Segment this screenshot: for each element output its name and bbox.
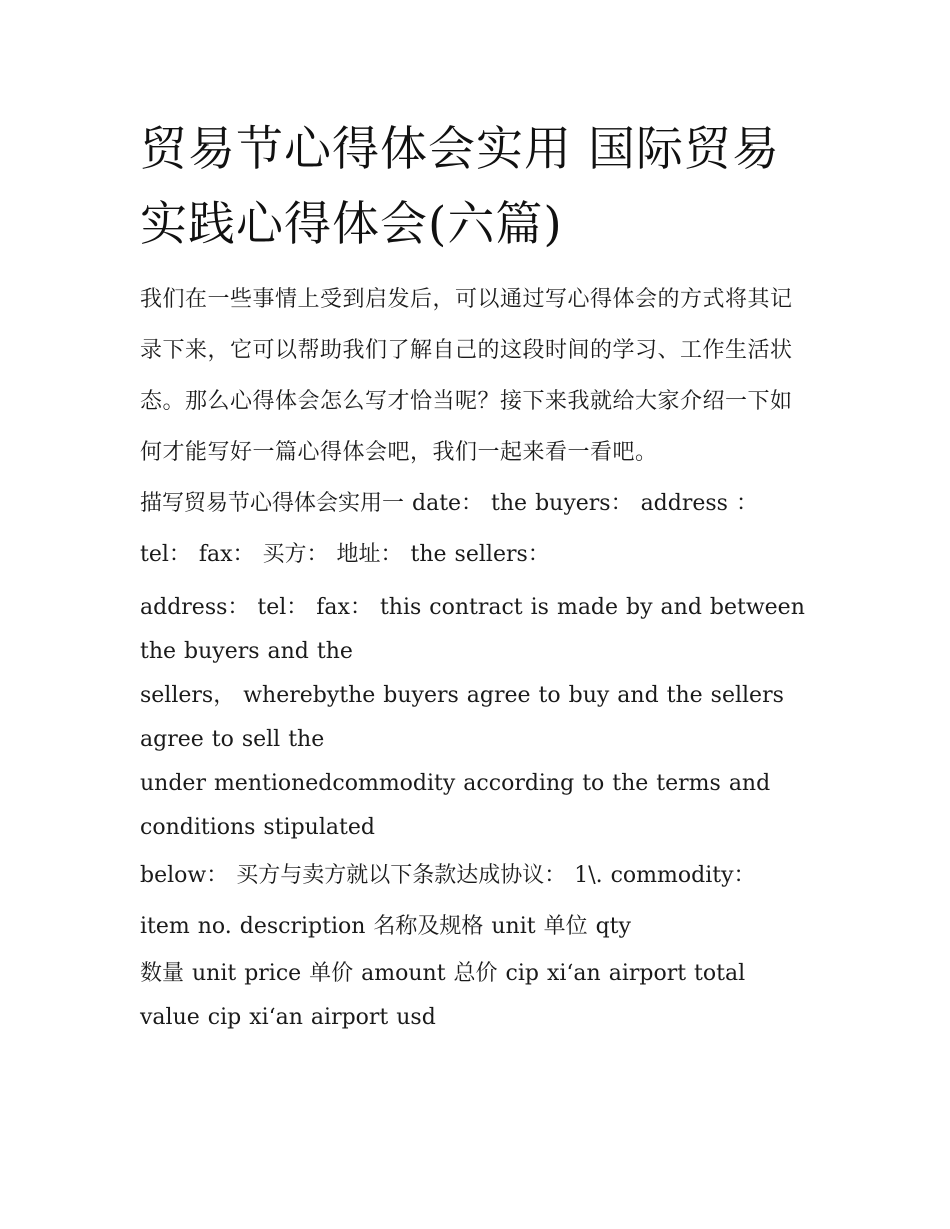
- document-page: [140, 112, 812, 1040]
- commodity-line: below： 买方与卖方就以下条款达成协议： 1\. commodity：: [140, 863, 756, 888]
- terms-line: under mentionedcommodity according to the terms and conditions stipulated: [140, 771, 771, 840]
- agreement-line: sellers， wherebythe buyers agree to buy and the sellers agree to sell the: [140, 683, 784, 752]
- seller-contact-line: address： tel： fax： this contract is made by and between the buyers and the: [140, 595, 805, 664]
- document-title: 贸易节心得体会实用 国际贸易实践心得体会(六篇): [140, 122, 780, 252]
- intro-paragraph: 我们在一些事情上受到启发后，可以通过写心得体会的方式将其记录下来，它可以帮助我们了解自己的这段时间的学习、工作生活状态。那么心得体会怎么写才恰当呢？接下来我就给大家介绍一下如何才能写好一篇心得体会吧，我们一起来看一看吧。: [140, 287, 793, 465]
- price-columns-line: 数量 unit price 单价 amount 总价 cip xi‘an airport total value cip xi‘an airport usd: [140, 961, 746, 1030]
- contract-header-line: 描写贸易节心得体会实用一 date： the buyers： address ：: [140, 491, 758, 516]
- buyer-contact-line: tel： fax： 买方： 地址： the sellers：: [140, 542, 550, 567]
- item-columns-line: item no. description 名称及规格 unit 单位 qty: [140, 914, 631, 939]
